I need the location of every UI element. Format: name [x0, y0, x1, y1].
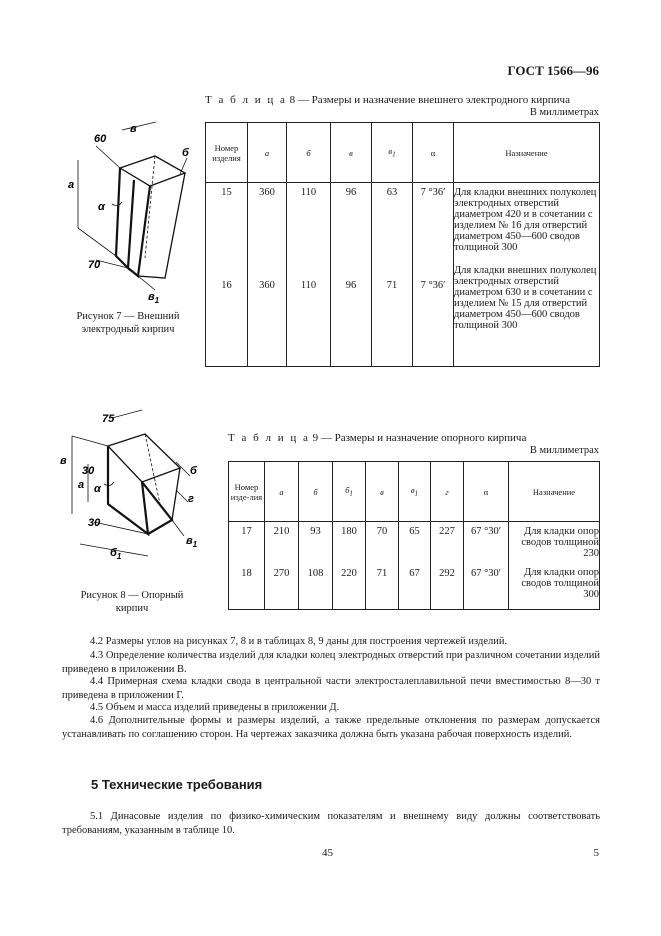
table9-r1-number: 18 — [241, 568, 252, 579]
table9-col-b1 — [333, 522, 366, 610]
fig8-label-b: б — [190, 465, 197, 477]
fig7-ext-a — [78, 228, 116, 256]
table8-col-number — [206, 183, 248, 367]
fig7-dim-v1 — [138, 276, 155, 290]
table9-h-b: б — [299, 462, 333, 522]
table9-body-row — [229, 522, 600, 610]
table8-r1-v: 96 — [345, 280, 357, 291]
table8-r1-purpose: Для кладки внешних полуколец электродных отверстий диаметром 630 и в сочетании с изделием № 15 для отверстий диаметром 450—600 сводов толщиной 300 — [454, 265, 597, 331]
table9-col-purpose — [509, 522, 600, 610]
table8-h-v1-letter: в — [388, 145, 393, 156]
fig7-left-edge — [116, 168, 134, 268]
fig7-label-top: 60 — [94, 133, 107, 145]
page-number-right: 5 — [593, 847, 599, 859]
fig8-left-face — [108, 446, 148, 534]
fig7-label-v: в — [130, 123, 137, 135]
table9-r1-purpose: Для кладки опор сводов толщиной 300 — [521, 567, 599, 600]
table8-r1-v1: 71 — [386, 280, 398, 291]
fig8-label-b1 — [110, 547, 122, 561]
table8-col-alpha — [413, 183, 454, 367]
table9-r0-v1: 65 — [409, 526, 420, 537]
table8-h-v: в — [331, 123, 372, 183]
fig8-label-b1-letter: б — [110, 547, 117, 559]
table8-h-v1-sub: 1 — [392, 150, 396, 159]
table9-h-a: a — [265, 462, 299, 522]
table9-r1-b1: 220 — [341, 568, 357, 579]
table9-col-a — [265, 522, 299, 610]
table8-r0-a: 360 — [259, 187, 275, 198]
fig8-dim-top — [112, 410, 142, 418]
fig7-label-v1-sub: 1 — [154, 296, 160, 305]
figure7-drawing — [50, 118, 200, 308]
table9-h-purpose: Назначение — [509, 462, 600, 522]
fig7-alpha-arc — [112, 202, 122, 206]
fig7-label-b: б — [182, 147, 189, 159]
table9-h-v: в — [366, 462, 399, 522]
table8-caption-text: 8 — Размеры и назначение внешнего электродного кирпича — [286, 94, 570, 106]
table9-h-b1-letter: б — [345, 484, 350, 495]
table8-h-v1 — [372, 123, 413, 183]
fig8-label-thirty-side: 30 — [82, 465, 95, 477]
table8-h-alpha: α — [413, 123, 454, 183]
table8-r0-number: 15 — [221, 187, 232, 198]
fig8-dim-g — [176, 490, 188, 502]
fig7-label-v1-letter: в — [148, 291, 155, 303]
table8-r0-b: 110 — [300, 187, 317, 198]
table8-col-a — [248, 183, 287, 367]
table8-r1-b: 110 — [300, 280, 317, 291]
fig8-top-face — [108, 434, 180, 482]
table9-r0-b: 93 — [310, 526, 321, 537]
standard-code: ГОСТ 1566—96 — [507, 63, 599, 78]
paragraph-4-2: 4.2 Размеры углов на рисунках 7, 8 и в таблицах 8, 9 даны для построения чертежей изделий. — [90, 636, 508, 647]
table9-r0-a: 210 — [273, 526, 290, 537]
table9-r0-g: 227 — [439, 526, 455, 537]
figure8-drawing — [50, 404, 210, 572]
table9 — [228, 461, 600, 610]
table8-col-b — [287, 183, 331, 367]
table9-h-v1 — [399, 462, 431, 522]
fig7-label-v1 — [148, 291, 160, 305]
page-number-left: 45 — [322, 847, 333, 859]
table8 — [205, 122, 600, 367]
table8-h-purpose: Назначение — [454, 123, 600, 183]
fig8-label-top: 75 — [102, 413, 115, 425]
table8-col-v — [331, 183, 372, 367]
table8-r1-alpha: 7 °36′ — [420, 280, 446, 291]
table9-col-v1 — [399, 522, 431, 610]
table8-r0-purpose: Для кладки внешних полуколец электродных отверстий диаметром 420 и в сочетании с изделием № 16 для отверстий диаметром 450—600 сводов толщиной 300 — [454, 187, 597, 253]
table9-h-alpha: α — [464, 462, 509, 522]
table9-r1-v: 71 — [376, 568, 388, 579]
table8-r0-alpha: 7 °36′ — [420, 187, 446, 198]
table8-col-purpose — [454, 183, 600, 367]
table8-r0-v1: 63 — [386, 187, 398, 198]
paragraph-4-4: 4.4 Примерная схема кладки свода в центральной части электросталеплавильной печи вместимостью 8—30 т приведена в приложении Г. — [62, 676, 600, 701]
fig7-dim-b — [122, 122, 156, 130]
fig8-label-v1 — [186, 535, 198, 549]
table9-h-v1-sub: 1 — [414, 489, 419, 498]
paragraph-4-5: 4.5 Объем и масса изделий приведены в приложении Д. — [90, 702, 340, 713]
table9-r1-g: 292 — [439, 568, 455, 579]
fig8-ext-v — [72, 436, 108, 446]
fig8-label-g: г — [188, 493, 194, 505]
fig8-label-b1-sub: 1 — [116, 552, 122, 561]
table8-h-a: a — [248, 123, 287, 183]
fig8-label-v: в — [60, 455, 67, 467]
fig8-label-alpha: α — [94, 483, 101, 495]
paragraph-4-3: 4.3 Определение количества изделий для кладки колец электродных отверстий при различном сочетании изделий приведено в приложении В. — [62, 650, 600, 675]
table9-caption-word: Т а б л и ц а — [228, 432, 310, 444]
table9-header-row — [229, 462, 600, 522]
figure7-caption: Рисунок 7 — Внешний электродный кирпич — [76, 311, 180, 335]
table9-units: В миллиметрах — [529, 445, 599, 456]
fig7-label-alpha: α — [98, 201, 105, 213]
table8-caption-word: Т а б л и ц а — [205, 94, 287, 106]
table9-r0-number: 17 — [241, 526, 252, 537]
fig7-label-bottom: 70 — [88, 259, 101, 271]
table9-h-v1-letter: в — [410, 484, 415, 495]
section5-title: 5 Технические требования — [91, 777, 263, 792]
table8-r1-a: 360 — [259, 280, 275, 291]
paragraph-4-6: 4.6 Дополнительные формы и размеры изделий, а также предельные отклонения по размерам допускается устанавливать по соглашению сторон. На чертежах заказчика должна быть указана рабочая поверхность изделий. — [62, 715, 600, 740]
table8-header-row — [206, 123, 600, 183]
table9-r1-alpha: 67 °30′ — [470, 568, 502, 579]
fig8-right-edge — [172, 468, 180, 520]
table9-col-g — [431, 522, 464, 610]
table9-r0-purpose: Для кладки опор сводов толщиной 230 — [521, 526, 599, 559]
table9-col-v — [366, 522, 399, 610]
table9-h-b1-sub: 1 — [349, 489, 353, 498]
table8-r1-number: 16 — [221, 280, 232, 291]
table8-h-b: б — [287, 123, 331, 183]
table8-body-row — [206, 183, 600, 367]
table8-caption — [205, 94, 570, 107]
table9-h-b1 — [333, 462, 366, 522]
table9-r1-v1: 67 — [409, 568, 420, 579]
table9-r1-b: 108 — [307, 568, 324, 579]
table9-col-b — [299, 522, 333, 610]
table9-r0-b1: 180 — [341, 526, 357, 537]
figure8-caption: Рисунок 8 — Опорный кирпич — [80, 590, 184, 614]
table9-caption-text: 9 — Размеры и назначение опорного кирпича — [309, 432, 527, 444]
table9-h-number: Номер изде-лия — [229, 462, 265, 522]
table9-col-alpha — [464, 522, 509, 610]
table9-h-g: г — [431, 462, 464, 522]
fig7-dim-top — [96, 146, 120, 168]
table9-col-number — [229, 522, 265, 610]
table8-r0-v: 96 — [345, 187, 357, 198]
table8-h-number: Номер изделия — [206, 123, 248, 183]
fig8-dim-v1 — [172, 520, 184, 536]
fig7-label-a: a — [68, 179, 75, 191]
fig8-label-a: a — [78, 479, 85, 491]
table8-col-v1 — [372, 183, 413, 367]
fig8-label-bottom: 30 — [88, 517, 101, 529]
table9-r0-alpha: 67 °30′ — [470, 526, 502, 537]
table8-units: В миллиметрах — [529, 107, 599, 118]
fig8-label-v1-letter: в — [186, 535, 193, 547]
fig8-hidden-edge — [145, 434, 160, 504]
table9-r0-v: 70 — [376, 526, 388, 537]
fig8-label-v1-sub: 1 — [192, 540, 198, 549]
table9-caption — [228, 432, 526, 445]
table9-r1-a: 270 — [273, 568, 290, 579]
paragraph-5-1: 5.1 Динасовые изделия по физико-химическим показателям и внешнему виду должны соответствовать требованиям, указанным в таблице 10. — [62, 811, 600, 836]
